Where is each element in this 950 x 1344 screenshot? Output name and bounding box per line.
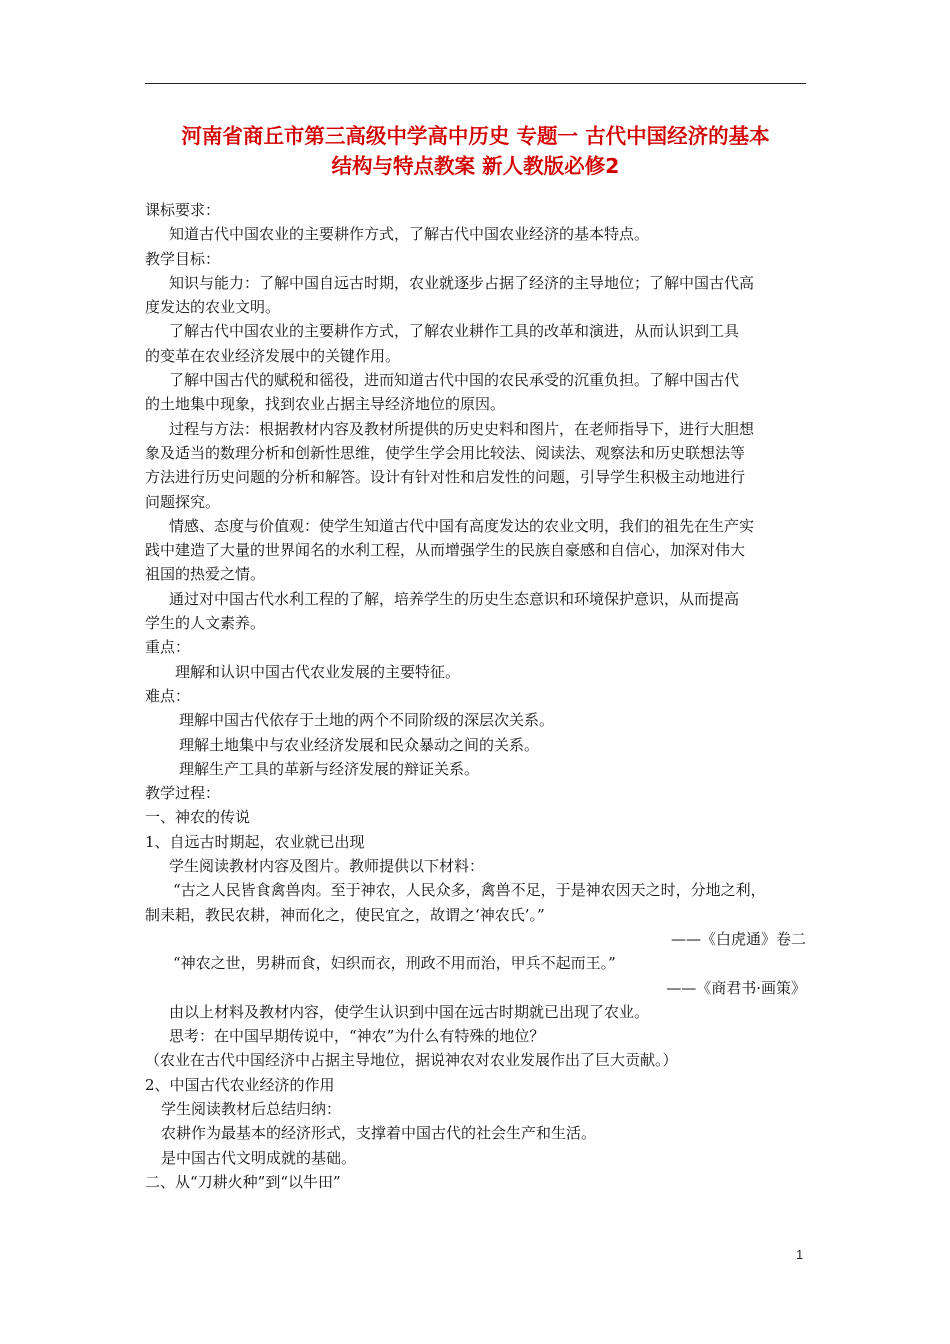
section-heading: 二、从“刀耕火种”到“以牛田” — [145, 1172, 341, 1191]
paragraph-line: 学生的人文素养。 — [145, 614, 266, 633]
header-rule — [145, 83, 806, 84]
section-heading: 课标要求： — [145, 201, 221, 219]
document-body — [145, 198, 806, 1194]
paragraph-line: 践中建造了大量的世界闻名的水利工程，从而增强学生的民族自豪感和自信心，加深对伟大 — [145, 541, 746, 560]
section-heading: 2、中国古代农业经济的作用 — [145, 1075, 335, 1094]
quote-source: ——《商君书·画策》 — [666, 978, 806, 997]
paragraph-line: 度发达的农业文明。 — [145, 298, 281, 317]
quote-line: 制耒耜，教民农耕，神而化之，使民宜之，故谓之‘神农氏’。” — [145, 905, 545, 924]
paragraph-line: 知道古代中国农业的主要耕作方式，了解古代中国农业经济的基本特点。 — [169, 225, 650, 244]
quote-line: “神农之世，男耕而食，妇织而衣，刑政不用而治，甲兵不起而王。” — [173, 954, 616, 973]
paragraph-line: 的变革在农业经济发展中的关键作用。 — [145, 346, 401, 365]
paragraph-line: 学生阅读教材后总结归纳： — [161, 1099, 342, 1118]
paragraph-line: 方法进行历史问题的分析和解答。设计有针对性和启发性的问题，引导学生积极主动地进行 — [145, 468, 746, 487]
quote-source: ——《白虎通》卷二 — [670, 929, 806, 948]
paragraph-line: 通过对中国古代水利工程的了解，培养学生的历史生态意识和环境保护意识，从而提高 — [169, 589, 740, 608]
paragraph-line: 的土地集中现象，找到农业占据主导经济地位的原因。 — [145, 395, 506, 414]
title-line-2: 结构与特点教案 新人教版必修2 — [331, 154, 620, 178]
paragraph-line: 问题探究。 — [145, 492, 221, 511]
section-heading: 1、自远古时期起，农业就已出现 — [145, 832, 365, 851]
paragraph-line: 由以上材料及教材内容，使学生认识到中国在远古时期就已出现了农业。 — [169, 1002, 650, 1021]
paragraph-line: 思考：在中国早期传说中，“神农”为什么有特殊的地位？ — [169, 1027, 545, 1046]
paragraph-line: 过程与方法：根据教材内容及教材所提供的历史史料和图片，在老师指导下，进行大胆想 — [169, 419, 755, 438]
paragraph-line: （农业在古代中国经济中占据主导地位，据说神农对农业发展作出了巨大贡献。） — [145, 1051, 678, 1070]
page-number: 1 — [796, 1247, 804, 1262]
paragraph-line: 学生阅读教材内容及图片。教师提供以下材料： — [169, 857, 485, 876]
section-heading: 重点： — [145, 638, 191, 657]
paragraph-line: 了解古代中国农业的主要耕作方式，了解农业耕作工具的改革和演进，从而认识到工具 — [169, 322, 740, 341]
paragraph-line: 了解中国古代的赋税和徭役，进而知道古代中国的农民承受的沉重负担。了解中国古代 — [169, 371, 740, 390]
paragraph-line: 祖国的热爱之情。 — [145, 565, 266, 584]
paragraph-line: 知识与能力：了解中国自远古时期，农业就逐步占据了经济的主导地位；了解中国古代高 — [169, 273, 755, 292]
section-heading: 一、神农的传说 — [145, 808, 251, 827]
paragraph-line: 农耕作为最基本的经济形式，支撑着中国古代的社会生产和生活。 — [161, 1124, 597, 1143]
section-heading: 教学目标： — [145, 249, 221, 268]
title-line-1: 河南省商丘市第三高级中学高中历史 专题一 古代中国经济的基本 — [181, 124, 770, 148]
paragraph-line: 情感、态度与价值观：使学生知道古代中国有高度发达的农业文明，我们的祖先在生产实 — [169, 516, 755, 535]
paragraph-line: 理解和认识中国古代农业发展的主要特征。 — [175, 662, 461, 681]
quote-line: “古之人民皆食禽兽肉。至于神农，人民众多，禽兽不足，于是神农因天之时，分地之利， — [173, 881, 766, 900]
section-heading: 难点： — [145, 686, 191, 705]
section-heading: 教学过程： — [145, 784, 221, 803]
paragraph-line: 象及适当的数理分析和创新性思维，使学生学会用比较法、阅读法、观察法和历史联想法等 — [145, 443, 746, 462]
paragraph-line: 是中国古代文明成就的基础。 — [161, 1148, 357, 1167]
paragraph-line: 理解中国古代依存于土地的两个不同阶级的深层次关系。 — [179, 711, 555, 730]
paragraph-line: 理解生产工具的革新与经济发展的辩证关系。 — [179, 759, 480, 778]
paragraph-line: 理解土地集中与农业经济发展和民众暴动之间的关系。 — [179, 735, 540, 754]
document-title — [140, 121, 811, 181]
